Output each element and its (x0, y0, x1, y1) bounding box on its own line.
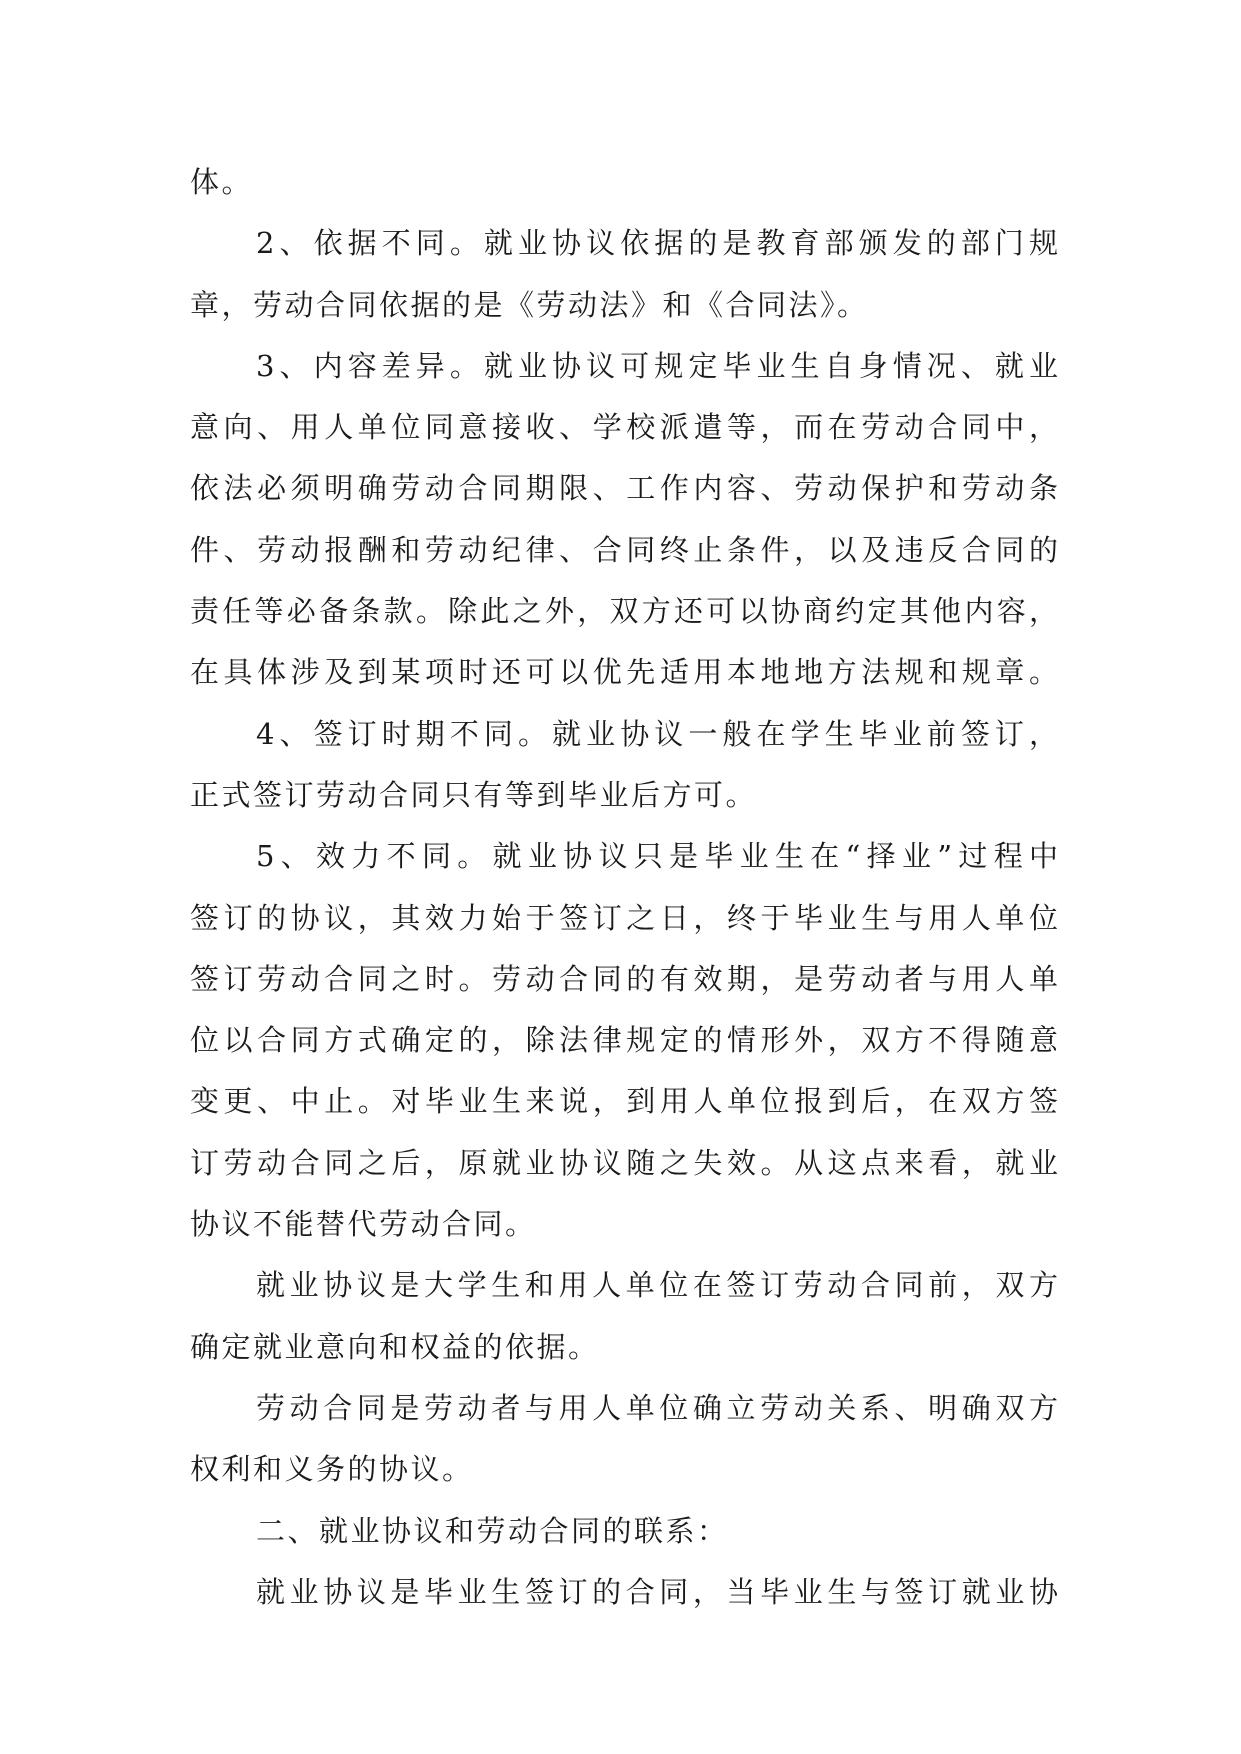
text-line: 就业协议是大学生和用人单位在签订劳动合同前，双方 (256, 1268, 1058, 1303)
text-line: 位以合同方式确定的，除法律规定的情形外，双方不得随意 (190, 1023, 1058, 1058)
text-line: 劳动合同是劳动者与用人单位确立劳动关系、明确双方 (256, 1390, 1058, 1425)
text-line: 2、依据不同。就业协议依据的是教育部颁发的部门规 (256, 226, 1058, 261)
text-line: 意向、用人单位同意接收、学校派遣等，而在劳动合同中， (190, 410, 1058, 445)
text-line: 在具体涉及到某项时还可以优先适用本地地方法规和规章。 (190, 655, 1058, 690)
text-line: 权利和义务的协议。 (190, 1452, 474, 1487)
text-line: 件、劳动报酬和劳动纪律、合同终止条件，以及违反合同的 (190, 532, 1058, 567)
text-line: 4、签订时期不同。就业协议一般在学生毕业前签订， (256, 716, 1058, 751)
text-line: 责任等必备条款。除此之外，双方还可以协商约定其他内容， (190, 594, 1058, 629)
text-line: 协议不能替代劳动合同。 (190, 1207, 537, 1242)
text-line: 签订劳动合同之时。劳动合同的有效期，是劳动者与用人单 (190, 961, 1058, 996)
text-line: 就业协议是毕业生签订的合同，当毕业生与签订就业协 (256, 1574, 1058, 1609)
text-line: 5、效力不同。就业协议只是毕业生在“择业”过程中 (256, 839, 1058, 874)
text-line: 章，劳动合同依据的是《劳动法》和《合同法》。 (190, 287, 869, 322)
text-line: 依法必须明确劳动合同期限、工作内容、劳动保护和劳动条 (190, 471, 1058, 506)
text-line: 体。 (190, 165, 254, 199)
text-line: 签订的协议，其效力始于签订之日，终于毕业生与用人单位 (190, 900, 1058, 935)
text-line: 正式签订劳动合同只有等到毕业后方可。 (190, 777, 758, 812)
text-line: 3、内容差异。就业协议可规定毕业生自身情况、就业 (256, 348, 1058, 383)
document-body (190, 152, 1058, 1623)
text-line: 订劳动合同之后，原就业协议随之失效。从这点来看，就业 (190, 1145, 1058, 1180)
text-line: 确定就业意向和权益的依据。 (190, 1329, 600, 1364)
text-line: 变更、中止。对毕业生来说，到用人单位报到后，在双方签 (190, 1084, 1058, 1119)
section-heading: 二、就业协议和劳动合同的联系： (256, 1513, 729, 1548)
